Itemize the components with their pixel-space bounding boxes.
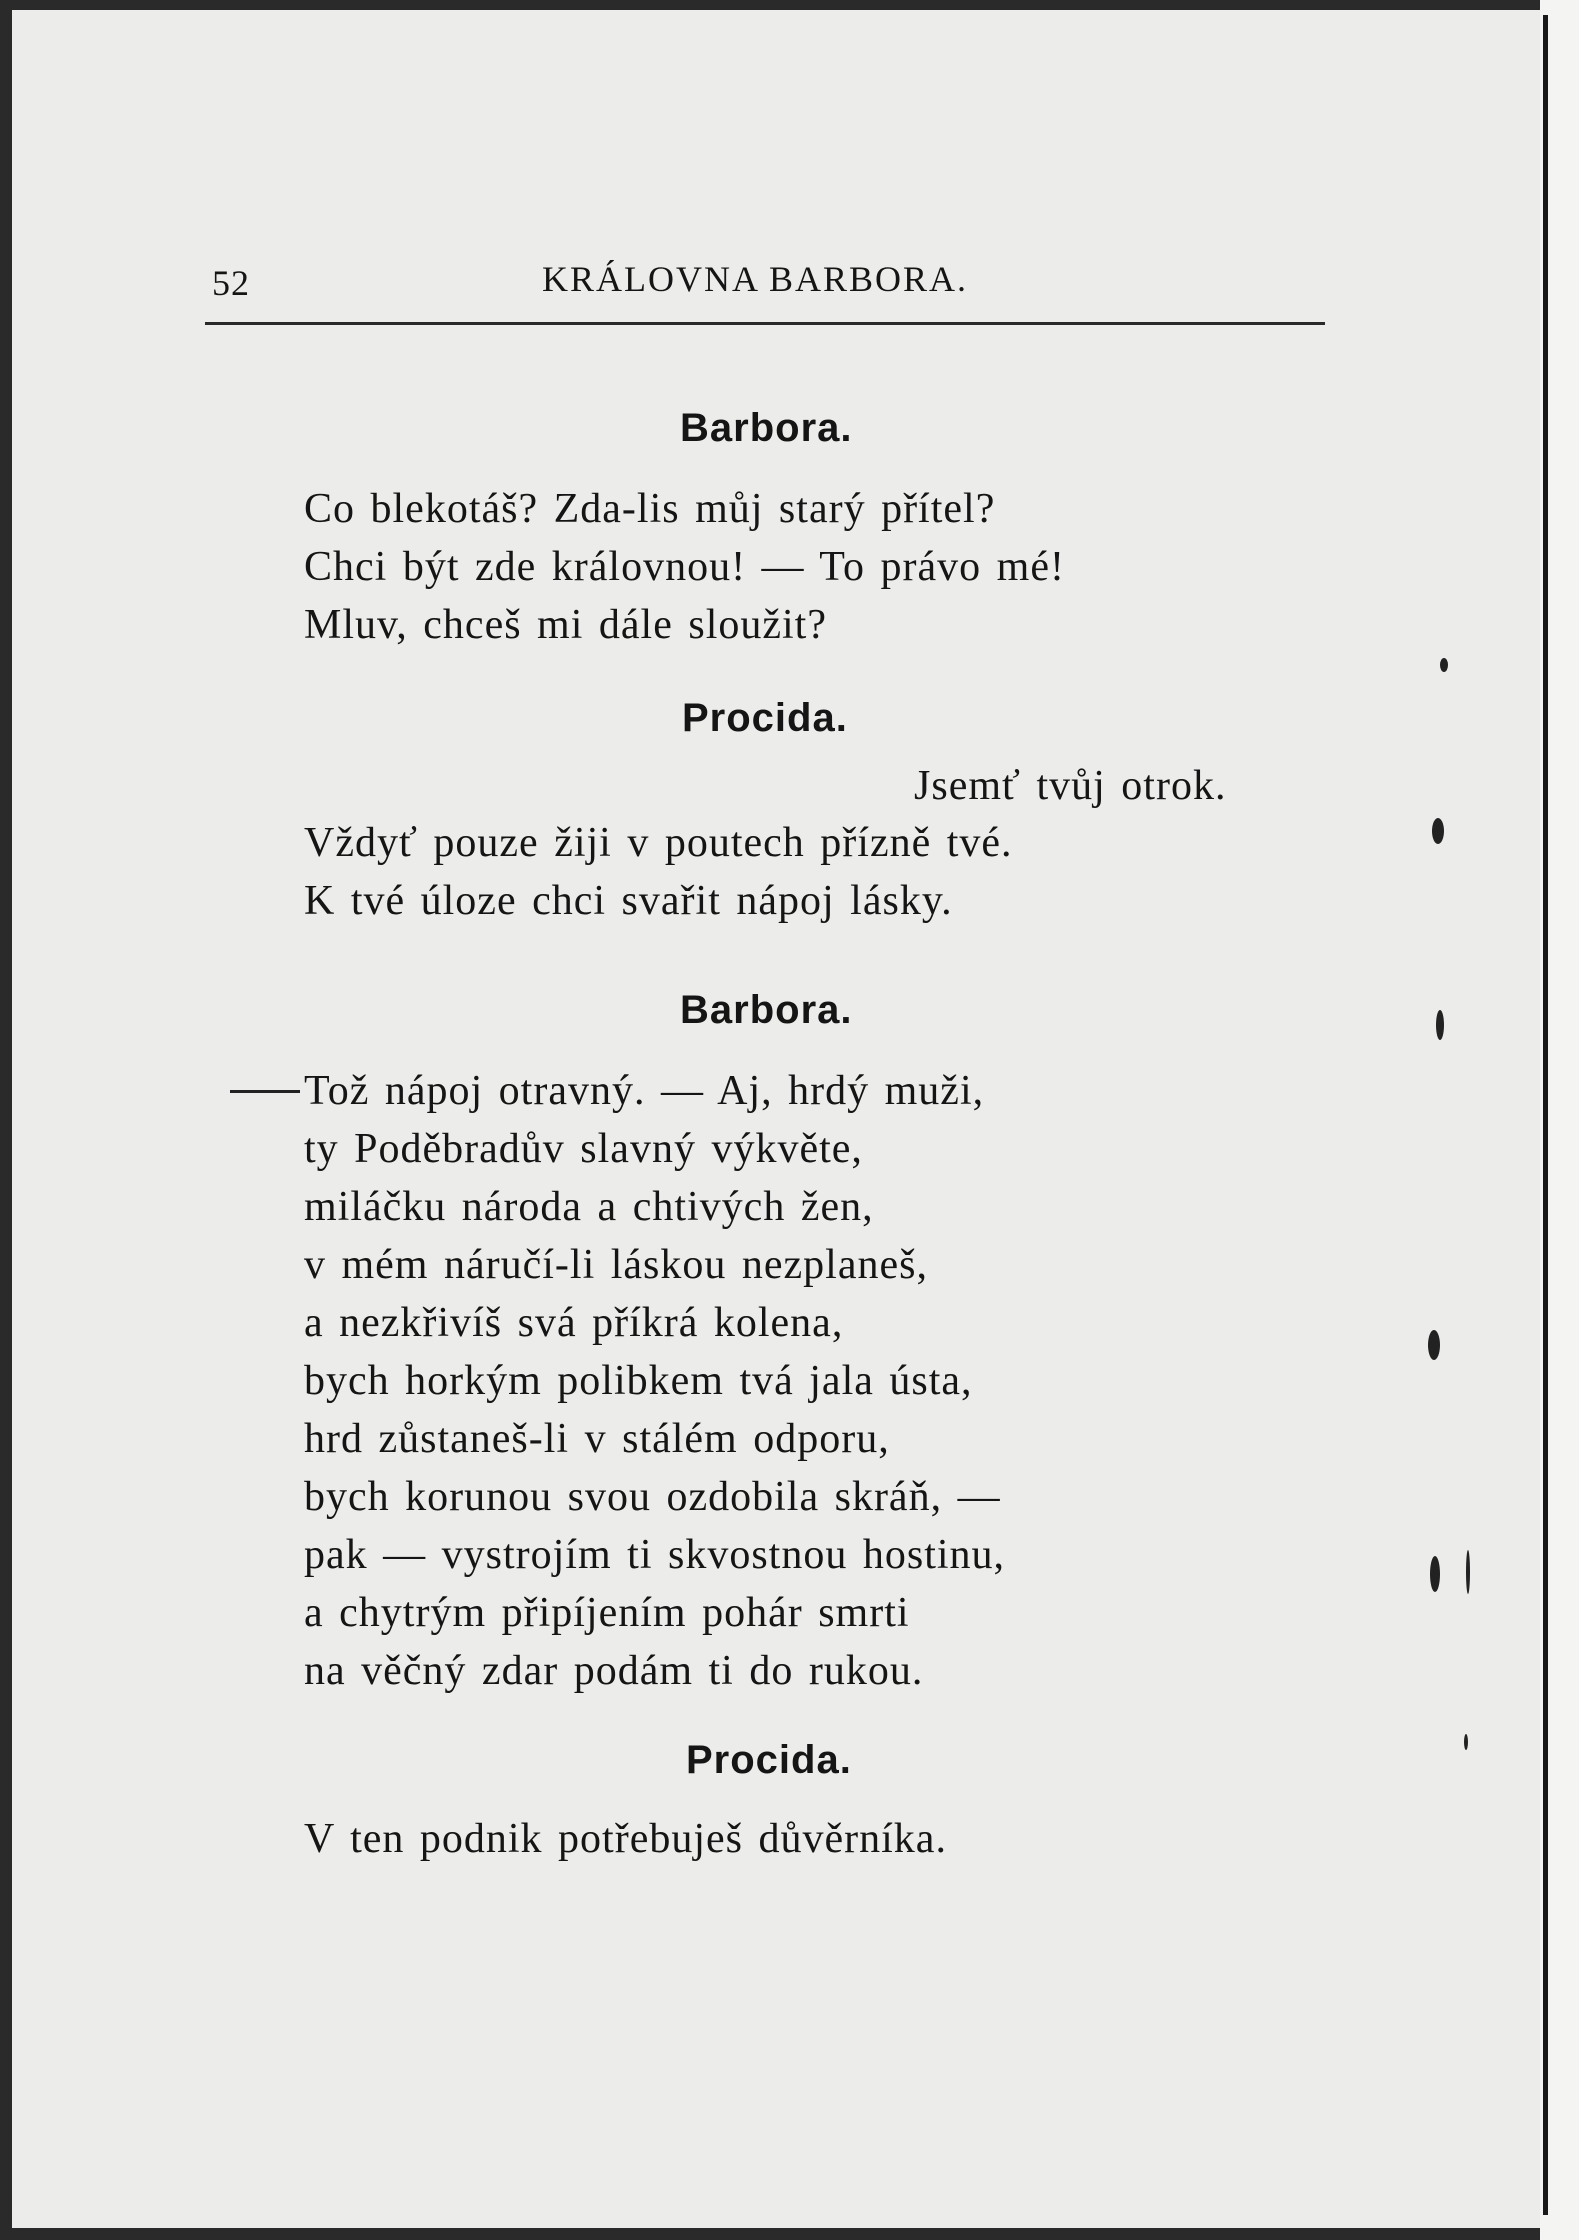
page-number: 52 [212, 263, 250, 303]
scan-speck [1428, 1330, 1440, 1360]
verse-line: V ten podnik potřebuješ důvěrníka. [304, 1816, 947, 1862]
verse-line-indented: Jsemť tvůj otrok. [914, 763, 1227, 809]
verse-line: Tož nápoj otravný. — Aj, hrdý muži, [304, 1068, 985, 1114]
book-page [12, 10, 1540, 2228]
verse-line: pak — vystrojím ti skvostnou hostinu, [304, 1532, 1006, 1578]
speaker-name: Procida. [686, 1738, 852, 1782]
verse-block [304, 814, 1013, 930]
verse-line: a nezkřivíš svá příkrá kolena, [304, 1300, 844, 1346]
verse-line: Co blekotáš? Zda-lis můj starý přítel? [304, 486, 996, 532]
verse-line: Chci být zde královnou! — To právo mé! [304, 544, 1065, 590]
binding-shadow [1543, 15, 1548, 2215]
scan-speck [1436, 1010, 1444, 1040]
verse-line: miláčku národa a chtivých žen, [304, 1184, 874, 1230]
scan-speck [1430, 1556, 1440, 1592]
speaker-name: Procida. [682, 696, 848, 740]
verse-line: v mém náručí-li láskou nezplaneš, [304, 1242, 928, 1288]
header-rule [205, 322, 1325, 325]
page-header [202, 248, 1332, 308]
verse-line: a chytrým připíjením pohár smrti [304, 1590, 910, 1636]
running-title: KRÁLOVNA BARBORA. [542, 259, 969, 299]
verse-line: ty Poděbradův slavný výkvěte, [304, 1126, 863, 1172]
verse-block [304, 1810, 947, 1868]
verse-line: Vždyť pouze žiji v poutech přízně tvé. [304, 820, 1013, 866]
margin-mark [230, 1090, 300, 1093]
verse-block [304, 480, 1065, 654]
speaker-name: Barbora. [680, 406, 853, 450]
scan-speck [1432, 818, 1444, 844]
verse-block [304, 1062, 1005, 1700]
verse-line: bych korunou svou ozdobila skráň, — [304, 1474, 1001, 1520]
verse-line: K tvé úloze chci svařit nápoj lásky. [304, 878, 953, 924]
verse-line: hrd zůstaneš-li v stálém odporu, [304, 1416, 890, 1462]
scan-speck [1466, 1550, 1470, 1594]
verse-line: na věčný zdar podám ti do rukou. [304, 1648, 924, 1694]
verse-line: Mluv, chceš mi dále sloužit? [304, 602, 827, 648]
verse-line: bych horkým polibkem tvá jala ústa, [304, 1358, 973, 1404]
scan-speck [1464, 1734, 1468, 1750]
scan-speck [1440, 658, 1448, 672]
speaker-name: Barbora. [680, 988, 853, 1032]
